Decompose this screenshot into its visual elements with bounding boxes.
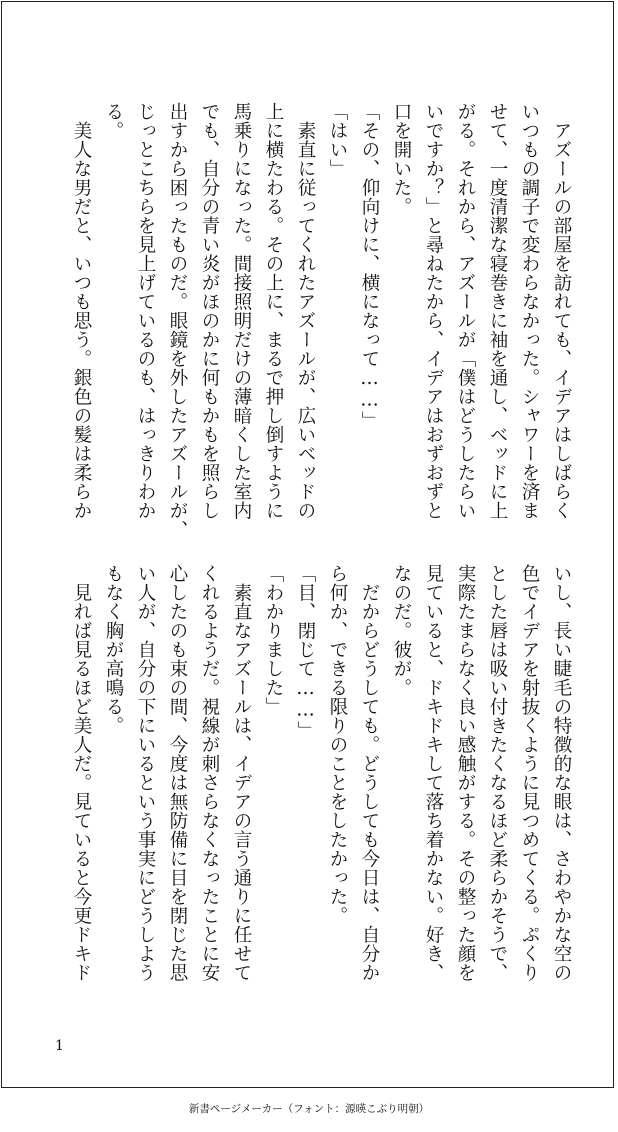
text-line: とした唇は吸い付きたくなるほど柔らかそうで、: [487, 564, 508, 982]
text-line: 「はい」: [327, 102, 348, 178]
lower-text-block: [65, 564, 577, 1004]
text-line: 馬乗りになった。間接照明だけの薄暗くした室内: [231, 102, 252, 520]
text-line: もなく胸が高鳴る。: [103, 564, 124, 735]
text-line: 見れば見るほど美人だ。見ていると今更ドキド: [71, 564, 92, 982]
text-line: 美人な男だと、いつも思う。銀色の髪は柔らか: [71, 102, 92, 520]
text-line: 色でイデアを射抜くように見つめてくる。ぷくり: [519, 564, 540, 982]
text-line: いつもの調子で変わらなかった。シャワーを済ま: [519, 102, 540, 520]
text-line: でも、自分の青い炎がほのかに何もかもを照らし: [199, 102, 220, 520]
text-line: 見ていると、ドキドキして落ち着かない。好き、: [423, 564, 444, 982]
text-line: 上に横たわる。その上に、まるで押し倒すように: [263, 102, 284, 520]
text-line: くれるようだ。視線が刺さらなくなったことに安: [199, 564, 220, 982]
text-line: がる。それから、アズールが「僕はどうしたらい: [455, 102, 476, 520]
text-line: せて、一度清潔な寝巻きに袖を通し、ベッドに上: [487, 102, 508, 520]
text-line: 「その、仰向けに、横になって……」: [359, 102, 380, 430]
text-line: い人が、自分の下にいるという事実にどうしよう: [135, 564, 156, 982]
text-line: いですか？」と尋ねたから、イデアはおずおずと: [423, 102, 444, 520]
text-line: 「わかりました」: [263, 564, 284, 716]
text-line: 実際たまらなく良い感触がする。その整った顔を: [455, 564, 476, 982]
manuscript-page: [1, 1, 614, 1088]
footer-credit: 新書ページメーカー（フォント：源暎こぶり明朝）: [188, 1103, 430, 1115]
text-line: いし、長い睫毛の特徴的な眼は、さわやかな空の: [551, 564, 572, 982]
text-line: 素直なアズールは、イデアの言う通りに任せて: [231, 564, 252, 982]
text-line: 素直に従ってくれたアズールが、広いベッドの: [295, 102, 316, 520]
page-number: 1: [55, 1038, 64, 1054]
text-line: 出すから困ったものだ。眼鏡を外したアズールが、: [167, 102, 188, 539]
text-line: だからどうしても。どうしても今日は、自分か: [359, 564, 380, 982]
text-line: ら何か、できる限りのことをしたかった。: [327, 564, 348, 925]
text-line: じっとこちらを見上げているのも、はっきりわか: [135, 102, 156, 520]
upper-text-block: [65, 102, 577, 542]
text-line: 「目、閉じて……」: [295, 564, 316, 740]
text-line: なのだ。彼が。: [391, 564, 412, 697]
text-line: アズールの部屋を訪れても、イデアはしばらく: [551, 102, 572, 520]
text-line: る。: [103, 102, 124, 140]
text-line: 口を開いた。: [391, 102, 412, 216]
text-line: 心したのも束の間、今度は無防備に目を閉じた思: [167, 564, 188, 982]
